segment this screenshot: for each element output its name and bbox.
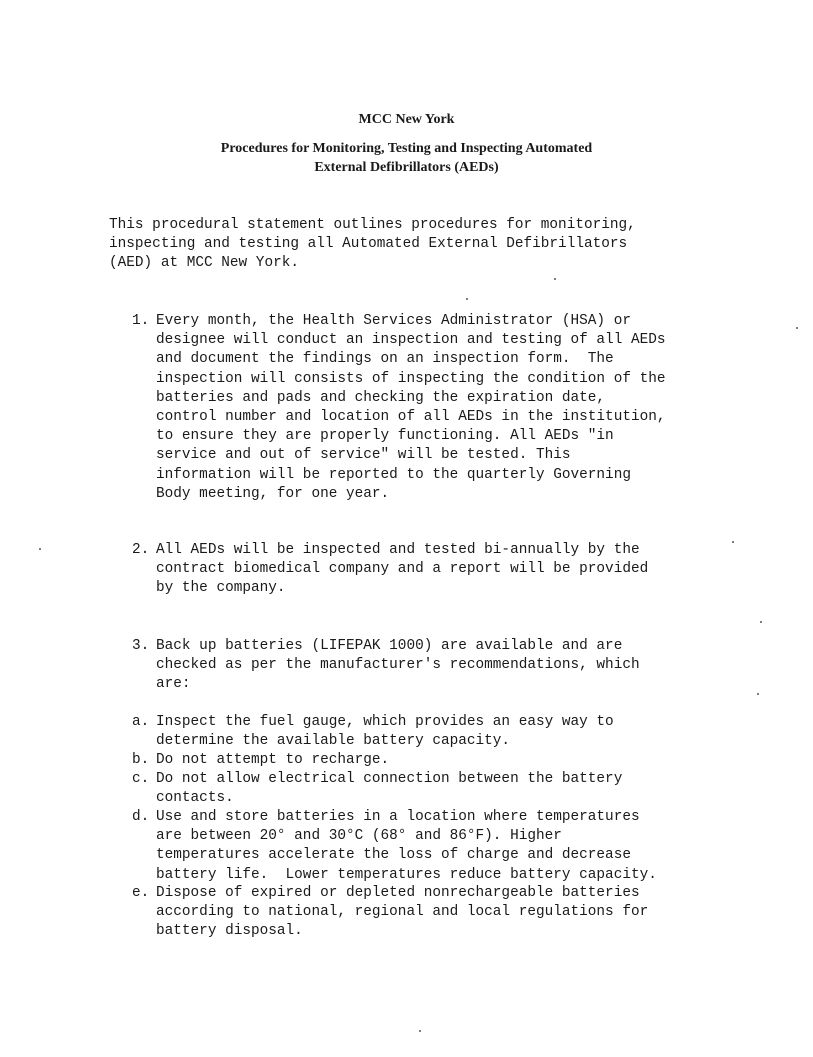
list-item-marker: 2.: [132, 542, 150, 558]
procedure-title: [0, 139, 813, 177]
sub-item-marker: d.: [132, 809, 150, 825]
sub-item-text: Dispose of expired or depleted nonrechargeable batteries according to national, regional and local regulations for battery disposal.: [156, 885, 649, 940]
intro-paragraph: This procedural statement outlines procedures for monitoring, inspecting and testing all Automated External Defibrillators (AED) at MCC New York.: [109, 217, 636, 272]
scan-speck: [760, 621, 762, 623]
scan-speck: [466, 298, 468, 300]
list-item-text: All AEDs will be inspected and tested bi-annually by the contract biomedical company and a report will be provided by the company.: [156, 542, 649, 597]
sub-item-marker: a.: [132, 714, 150, 730]
list-item-marker: 3.: [132, 638, 150, 654]
scan-speck: [39, 548, 41, 550]
scan-speck: [732, 541, 734, 543]
facility-title: MCC New York: [358, 112, 455, 127]
sub-item-marker: e.: [132, 885, 150, 901]
scan-speck: [757, 693, 759, 695]
list-item-text: Every month, the Health Services Administrator (HSA) or designee will conduct an inspection and testing of all AEDs and document the findings on an inspection form. The inspection will consists of inspecting the condition of the batteries and pads and checking the expiration date, control number and location of all AEDs in the institution, to ensure they are properly functioning. All AEDs "in service and out of service" will be tested. This information will be reported to the quarterly Governing Body meeting, for one year.: [156, 313, 666, 502]
sub-item-marker: b.: [132, 752, 150, 768]
sub-item-text: Use and store batteries in a location where temperatures are between 20° and 30°C (68° and 86°F). Higher temperatures accelerate the loss of charge and decrease battery life. Lower temperatures reduce battery capacity.: [156, 809, 657, 883]
procedure-title-line-1: Procedures for Monitoring, Testing and Inspecting Automated: [220, 141, 593, 156]
scan-speck: [419, 1030, 421, 1032]
scan-speck: [554, 278, 556, 280]
procedure-title-line-2: External Defibrillators (AEDs): [314, 160, 499, 175]
scan-speck: [796, 327, 798, 329]
list-item-text: Back up batteries (LIFEPAK 1000) are available and are checked as per the manufacturer's recommendations, which are:: [156, 638, 640, 693]
sub-item-text: Inspect the fuel gauge, which provides an easy way to determine the available battery capacity.: [156, 714, 614, 750]
sub-item-text: Do not allow electrical connection between the battery contacts.: [156, 771, 623, 807]
sub-item-marker: c.: [132, 771, 150, 787]
sub-item-text: Do not attempt to recharge.: [156, 752, 390, 768]
list-item-marker: 1.: [132, 313, 150, 329]
